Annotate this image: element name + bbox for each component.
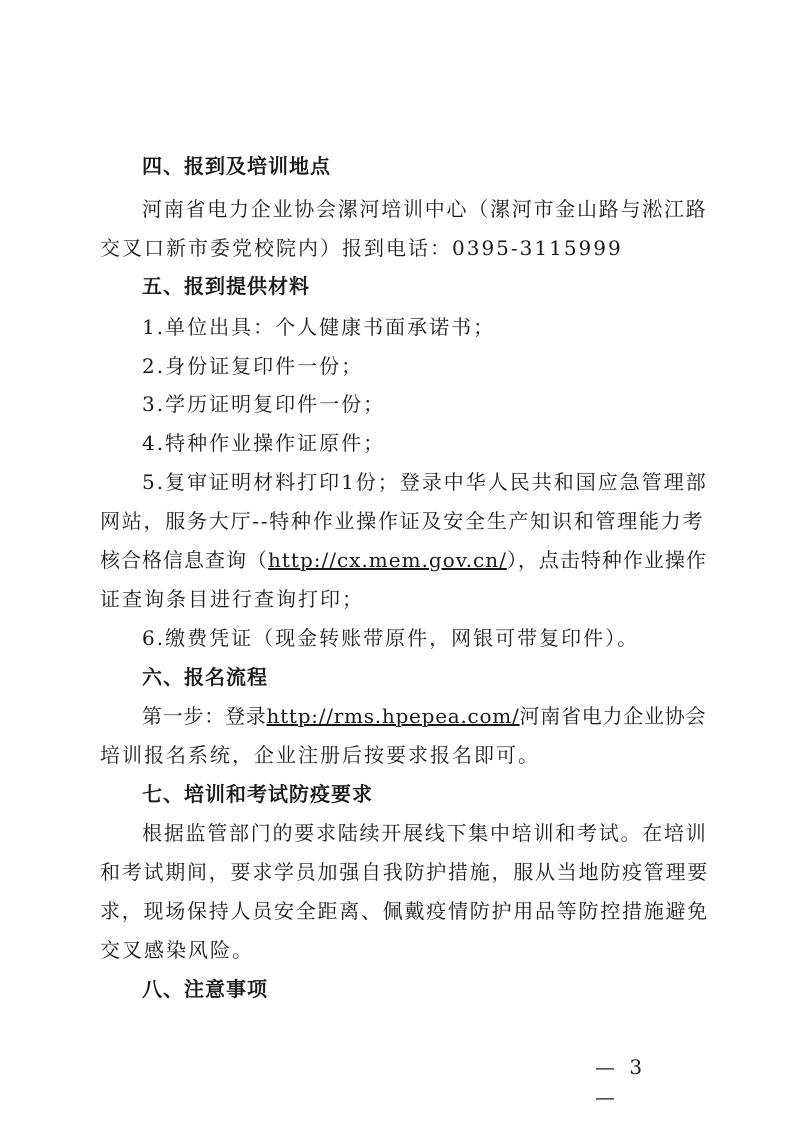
list-item: 3.学历证明复印件一份； — [142, 392, 386, 416]
list-item: 4.特种作业操作证原件； — [142, 431, 386, 455]
section-heading-6: 六、报名流程 — [142, 665, 268, 689]
paragraph-line: 交叉口新市委党校院内）报到电话：0395-3115999 — [100, 236, 623, 260]
paragraph-line: 证查询条目进行查询打印； — [100, 587, 364, 611]
list-item: 1.单位出具：个人健康书面承诺书； — [142, 315, 496, 339]
list-item: 2.身份证复印件一份； — [142, 354, 364, 378]
text-fragment: ），点击特种作业操作 — [506, 548, 707, 572]
paragraph-line: 根据监管部门的要求陆续开展线下集中培训和考试。在培训 — [142, 821, 708, 845]
section-heading-5: 五、报到提供材料 — [142, 274, 310, 298]
page-number: — 3 — — [595, 1055, 647, 1109]
paragraph-line — [142, 701, 712, 731]
paragraph-line: 河南省电力企业协会漯河培训中心（漯河市金山路与淞江路 — [142, 197, 708, 221]
section-heading-8: 八、注意事项 — [142, 977, 268, 1001]
paragraph-line: 培训报名系统，企业注册后按要求报名即可。 — [100, 743, 540, 767]
list-item: 5.复审证明材料打印1份；登录中华人民共和国应急管理部 — [142, 470, 708, 494]
text-fragment: 核合格信息查询（ — [100, 548, 268, 572]
rms-link[interactable]: http://rms.hpepea.com/ — [266, 704, 520, 728]
paragraph-line — [100, 545, 710, 575]
text-fragment: 第一步：登录 — [142, 704, 267, 728]
paragraph-line: 和考试期间，要求学员加强自我防护措施，服从当地防疫管理要 — [100, 860, 709, 884]
mem-link[interactable]: http://cx.mem.gov.cn/ — [268, 548, 507, 572]
paragraph-line: 交叉感染风险。 — [100, 938, 254, 962]
text-fragment: 河南省电力企业协会 — [519, 704, 707, 728]
paragraph-line: 网站，服务大厅--特种作业操作证及安全生产知识和管理能力考 — [100, 509, 705, 533]
list-item: 6.缴费凭证（现金转账带原件，网银可带复印件）。 — [142, 626, 640, 650]
section-heading-4: 四、报到及培训地点 — [142, 154, 331, 178]
paragraph-line: 求，现场保持人员安全距离、佩戴疫情防护用品等防控措施避免 — [100, 899, 709, 923]
section-heading-7: 七、培训和考试防疫要求 — [142, 782, 373, 806]
